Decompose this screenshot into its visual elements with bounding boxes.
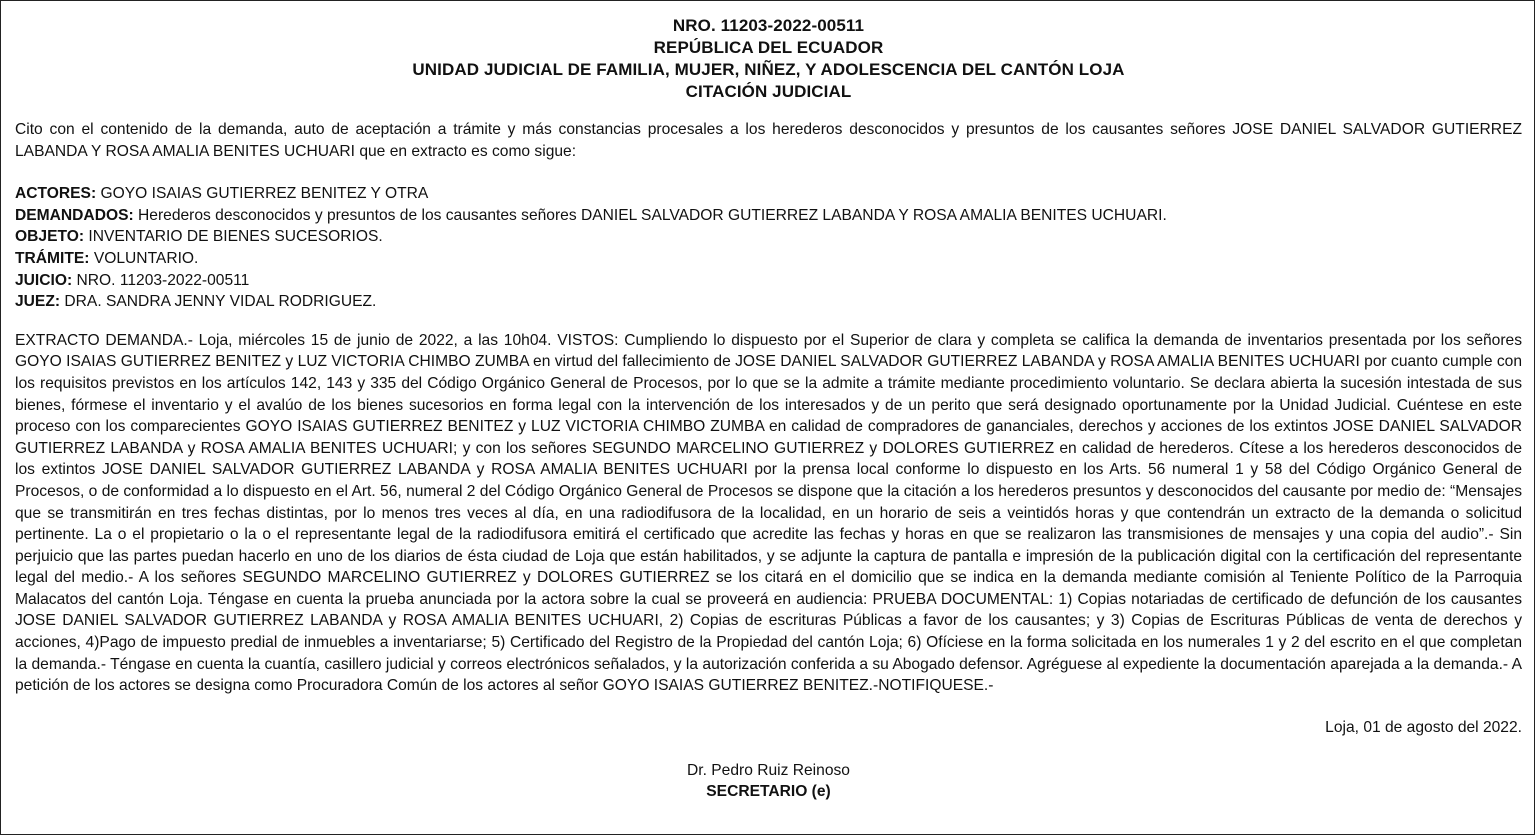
field-value: DRA. SANDRA JENNY VIDAL RODRIGUEZ. <box>64 293 377 311</box>
field-juez <box>15 291 1522 313</box>
notice-header <box>15 15 1522 103</box>
field-demandados <box>15 205 1522 227</box>
field-label: ACTORES: <box>15 185 97 203</box>
field-label: JUICIO: <box>15 271 73 289</box>
signatory-name: Dr. Pedro Ruiz Reinoso <box>687 762 850 780</box>
field-label: JUEZ: <box>15 293 61 311</box>
field-objeto <box>15 226 1522 248</box>
country-heading: REPÚBLICA DEL ECUADOR <box>653 38 884 57</box>
field-value: VOLUNTARIO. <box>93 249 199 267</box>
field-label: OBJETO: <box>15 228 85 246</box>
field-label: TRÁMITE: <box>15 249 90 267</box>
signatory-role: SECRETARIO (e) <box>706 783 831 801</box>
case-number-heading: NRO. 11203-2022-00511 <box>672 16 865 35</box>
field-value: GOYO ISAIAS GUTIERREZ BENITEZ Y OTRA <box>100 185 429 203</box>
case-fields <box>15 183 1522 313</box>
signature-block <box>15 760 1522 802</box>
extract-paragraph: EXTRACTO DEMANDA.- Loja, miércoles 15 de junio de 2022, a las 10h04. VISTOS: Cumpliendo lo dispuesto por el Superior de clara y completa se califica la demanda de inventarios presentada por los señores GOYO ISAIAS GUTIERREZ BENITEZ y LUZ VICTORIA CHIMBO ZUMBA en virtud del fallecimiento de JOSE DANIEL SALVADOR GUTIERREZ LABANDA y ROSA AMALIA BENITES UCHUARI por cuanto cumple con los requisitos previstos en los artículos 142, 143 y 335 del Código Orgánico General de Procesos, por lo que se la admite a trámite mediante procedimiento voluntario. Se declara abierta la sucesión intestada de sus bienes, fórmese el inventario y el avalúo de los bienes sucesorios en forma legal con la intervención de los interesados y de un perito que será designado oportunamente por la Unidad Judicial. Cuéntese en este proceso con los comparecientes GOYO ISAIAS GUTIERREZ BENITEZ y LUZ VICTORIA CHIMBO ZUMBA en calidad de compradores de gananciales, derechos y acciones de los extintos JOSE DANIEL SALVADOR GUTIERREZ LABANDA y ROSA AMALIA BENITES UCHUARI; y con los señores SEGUNDO MARCELINO GUTIERREZ y DOLORES GUTIERREZ en calidad de herederos. Cítese a los herederos desconocidos de los extintos JOSE DANIEL SALVADOR GUTIERREZ LABANDA y ROSA AMALIA BENITES UCHUARI por la prensa local conforme lo dispuesto en los Arts. 56 numeral 1 y 58 del Código Orgánico General de Procesos, o de conformidad a lo dispuesto en el Art. 56, numeral 2 del Código Orgánico General de Procesos se dispone que la citación a los herederos presuntos y desconocidos del causante por medio de: “Mensajes que se transmitirán en tres fechas distintas, por lo menos tres veces al día, en una radiodifusora de la localidad, en un horario de seis a veintidós horas y que contendrán un extracto de la demanda o solicitud pertinente. La o el propietario o la o el representante legal de la radiodifusora emitirá el certificado que acredite las fechas y horas en que se realizaron las transmisiones de mensajes y una copia del audio”.- Sin perjuicio que las partes puedan hacerlo en uno de los diarios de ésta ciudad de Loja que están habilitados, y se adjunte la captura de pantalla e impresión de la publicación digital con la certificación del representante legal del medio.- A los señores SEGUNDO MARCELINO GUTIERREZ y DOLORES GUTIERREZ se los citará en el domicilio que se indica en la demanda mediante comisión al Teniente Político de la Parroquia Malacatos del cantón Loja. Téngase en cuenta la prueba anunciada por la actora sobre la cual se proveerá en audiencia: PRUEBA DOCUMENTAL: 1) Copias notariadas de certificado de defunción de los causantes JOSE DANIEL SALVADOR GUTIERREZ LABANDA y ROSA AMALIA BENITES UCHUARI, 2) Copias de escrituras Públicas a favor de los causantes; y 3) Copias de Escrituras Públicas de venta de derechos y acciones, 4)Pago de impuesto predial de inmuebles a inventariarse; 5) Certificado del Registro de la Propiedad del cantón Loja; 6) Ofíciese en la forma solicitada en los numerales 1 y 2 del escrito en el que completan la demanda.- Téngase en cuenta la cuantía, casillero judicial y correos electrónicos señalados, y la autorización conferida a su Abogado defensor. Agréguese al expediente la documentación aparejada a la demanda.- A petición de los actores se designa como Procuradora Común de los actores al señor GOYO ISAIAS GUTIERREZ BENITEZ.-NOTIFIQUESE.- <box>15 331 1522 695</box>
field-juicio <box>15 270 1522 292</box>
intro-paragraph: Cito con el contenido de la demanda, auto de aceptación a trámite y más constancias procesales a los herederos desconocidos y presuntos de los causantes señores JOSE DANIEL SALVADOR GUTIERREZ LABANDA Y ROSA AMALIA BENITES UCHUARI que en extracto es como sigue: <box>15 121 1522 160</box>
field-tramite <box>15 248 1522 270</box>
document-title: CITACIÓN JUDICIAL <box>685 82 852 101</box>
field-label: DEMANDADOS: <box>15 206 134 224</box>
field-value: INVENTARIO DE BIENES SUCESORIOS. <box>88 228 383 246</box>
field-actores <box>15 183 1522 205</box>
field-value: NRO. 11203-2022-00511 <box>76 271 250 289</box>
place-date: Loja, 01 de agosto del 2022. <box>1325 718 1522 736</box>
field-value: Herederos desconocidos y presuntos de los causantes señores DANIEL SALVADOR GUTIERREZ LABANDA Y ROSA AMALIA BENITES UCHUARI. <box>138 206 1167 224</box>
court-heading: UNIDAD JUDICIAL DE FAMILIA, MUJER, NIÑEZ, Y ADOLESCENCIA DEL CANTÓN LOJA <box>412 60 1125 79</box>
